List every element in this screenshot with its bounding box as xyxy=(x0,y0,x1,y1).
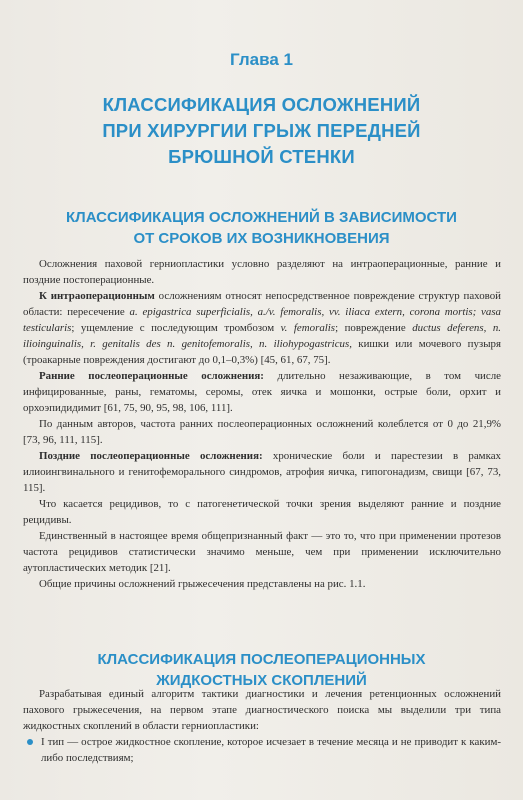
section-body-fluid xyxy=(23,686,501,766)
section-heading-timing xyxy=(0,207,523,249)
bold-lead: Поздние послеоперационные осложнения: xyxy=(39,450,263,462)
list-item xyxy=(23,734,501,766)
text-run: ; ущемление с последующим тромбозом xyxy=(71,322,281,334)
paragraph: Единственный в настоящее время общепризнанный факт — это то, что при применении протезов частота рецидивов статистически значимо меньше, чем при применении исключительно аутопластических методик [21]. xyxy=(23,530,501,574)
paragraph: Общие причины осложнений грыжесечения представлены на рис. 1.1. xyxy=(39,578,366,590)
paragraph: Разрабатывая единый алгоритм тактики диагностики и лечения ретенционных осложнений пахового грыжесечения, на первом этапе диагностического поиска мы выделили три типа жидкостных скоплений в области герниопластики: xyxy=(23,688,501,732)
italic-latin-terms: ductus deferens, n. ilioinguinalis, r. genitalis des n. genitofemoralis, n. iliohypogastricus, xyxy=(23,322,502,350)
paragraph-early xyxy=(23,368,501,416)
italic-latin-terms: a. epigastrica superficialis, a./v. femoralis, vv. iliaca extern, corona mortis; vasa testicularis xyxy=(23,306,502,334)
paragraph: По данным авторов, частота ранних послеоперационных осложнений колеблется от 0 до 21,9% [73, 96, 111, 115]. xyxy=(23,418,501,446)
list-item-text: I тип — острое жидкостное скопление, которое исчезает в течение месяца и не приводит к каким-либо последствиям; xyxy=(41,736,501,764)
section-heading-line: ОТ СРОКОВ ИХ ВОЗНИКНОВЕНИЯ xyxy=(133,230,390,247)
text-run: длительно незаживающие, в том числе инфицированные, раны, гематомы, серомы, отек яичка и мошонки, острые боли, орхит и орхоэпидидимит [61, 75, 90, 95, 98, 106, 111]. xyxy=(23,370,501,414)
section-heading-line: КЛАССИФИКАЦИЯ ОСЛОЖНЕНИЙ В ЗАВИСИМОСТИ xyxy=(66,209,457,226)
text-run: осложнениям относят непосредственное повреждение структур паховой области: пересечение xyxy=(23,290,501,318)
section-heading-line: КЛАССИФИКАЦИЯ ПОСЛЕОПЕРАЦИОННЫХ xyxy=(97,651,426,668)
text-run: ; повреждение xyxy=(335,322,413,334)
text-run: хронические боли и парестезии в рамках илиоингвинального и генитофеморального синдромов, атрофия яичка, гипогонадизм, свищи [67, 73, 115]. xyxy=(23,450,501,494)
bullet-icon xyxy=(27,739,33,745)
paragraph: Осложнения паховой герниопластики условно разделяют на интраоперационные, ранние и поздние постоперационные. xyxy=(23,258,501,286)
chapter-title xyxy=(20,92,503,170)
chapter-title-line: КЛАССИФИКАЦИЯ ОСЛОЖНЕНИЙ xyxy=(102,94,421,115)
paragraph: Что касается рецидивов, то с патогенетической точки зрения выделяют ранние и поздние рецидивы. xyxy=(23,498,501,526)
section-body-timing xyxy=(23,256,501,592)
chapter-title-line: БРЮШНОЙ СТЕНКИ xyxy=(168,146,355,167)
text-run: кишки или мочевого пузыря (троакарные повреждения достигают до 0,1–0,3%) [45, 61, 67, 75]. xyxy=(23,338,501,366)
italic-latin-terms: v. femoralis xyxy=(280,322,336,334)
chapter-label: Глава 1 xyxy=(230,50,293,69)
section-heading-fluid xyxy=(0,649,523,691)
bold-lead: К интраоперационным xyxy=(39,290,155,302)
bold-lead: Ранние послеоперационные осложнения: xyxy=(39,370,264,382)
chapter-title-line: ПРИ ХИРУРГИИ ГРЫЖ ПЕРЕДНЕЙ xyxy=(102,120,421,141)
paragraph-intraoperative xyxy=(23,288,501,368)
section-heading-line: ЖИДКОСТНЫХ СКОПЛЕНИЙ xyxy=(156,672,367,689)
paragraph-late xyxy=(23,448,501,496)
